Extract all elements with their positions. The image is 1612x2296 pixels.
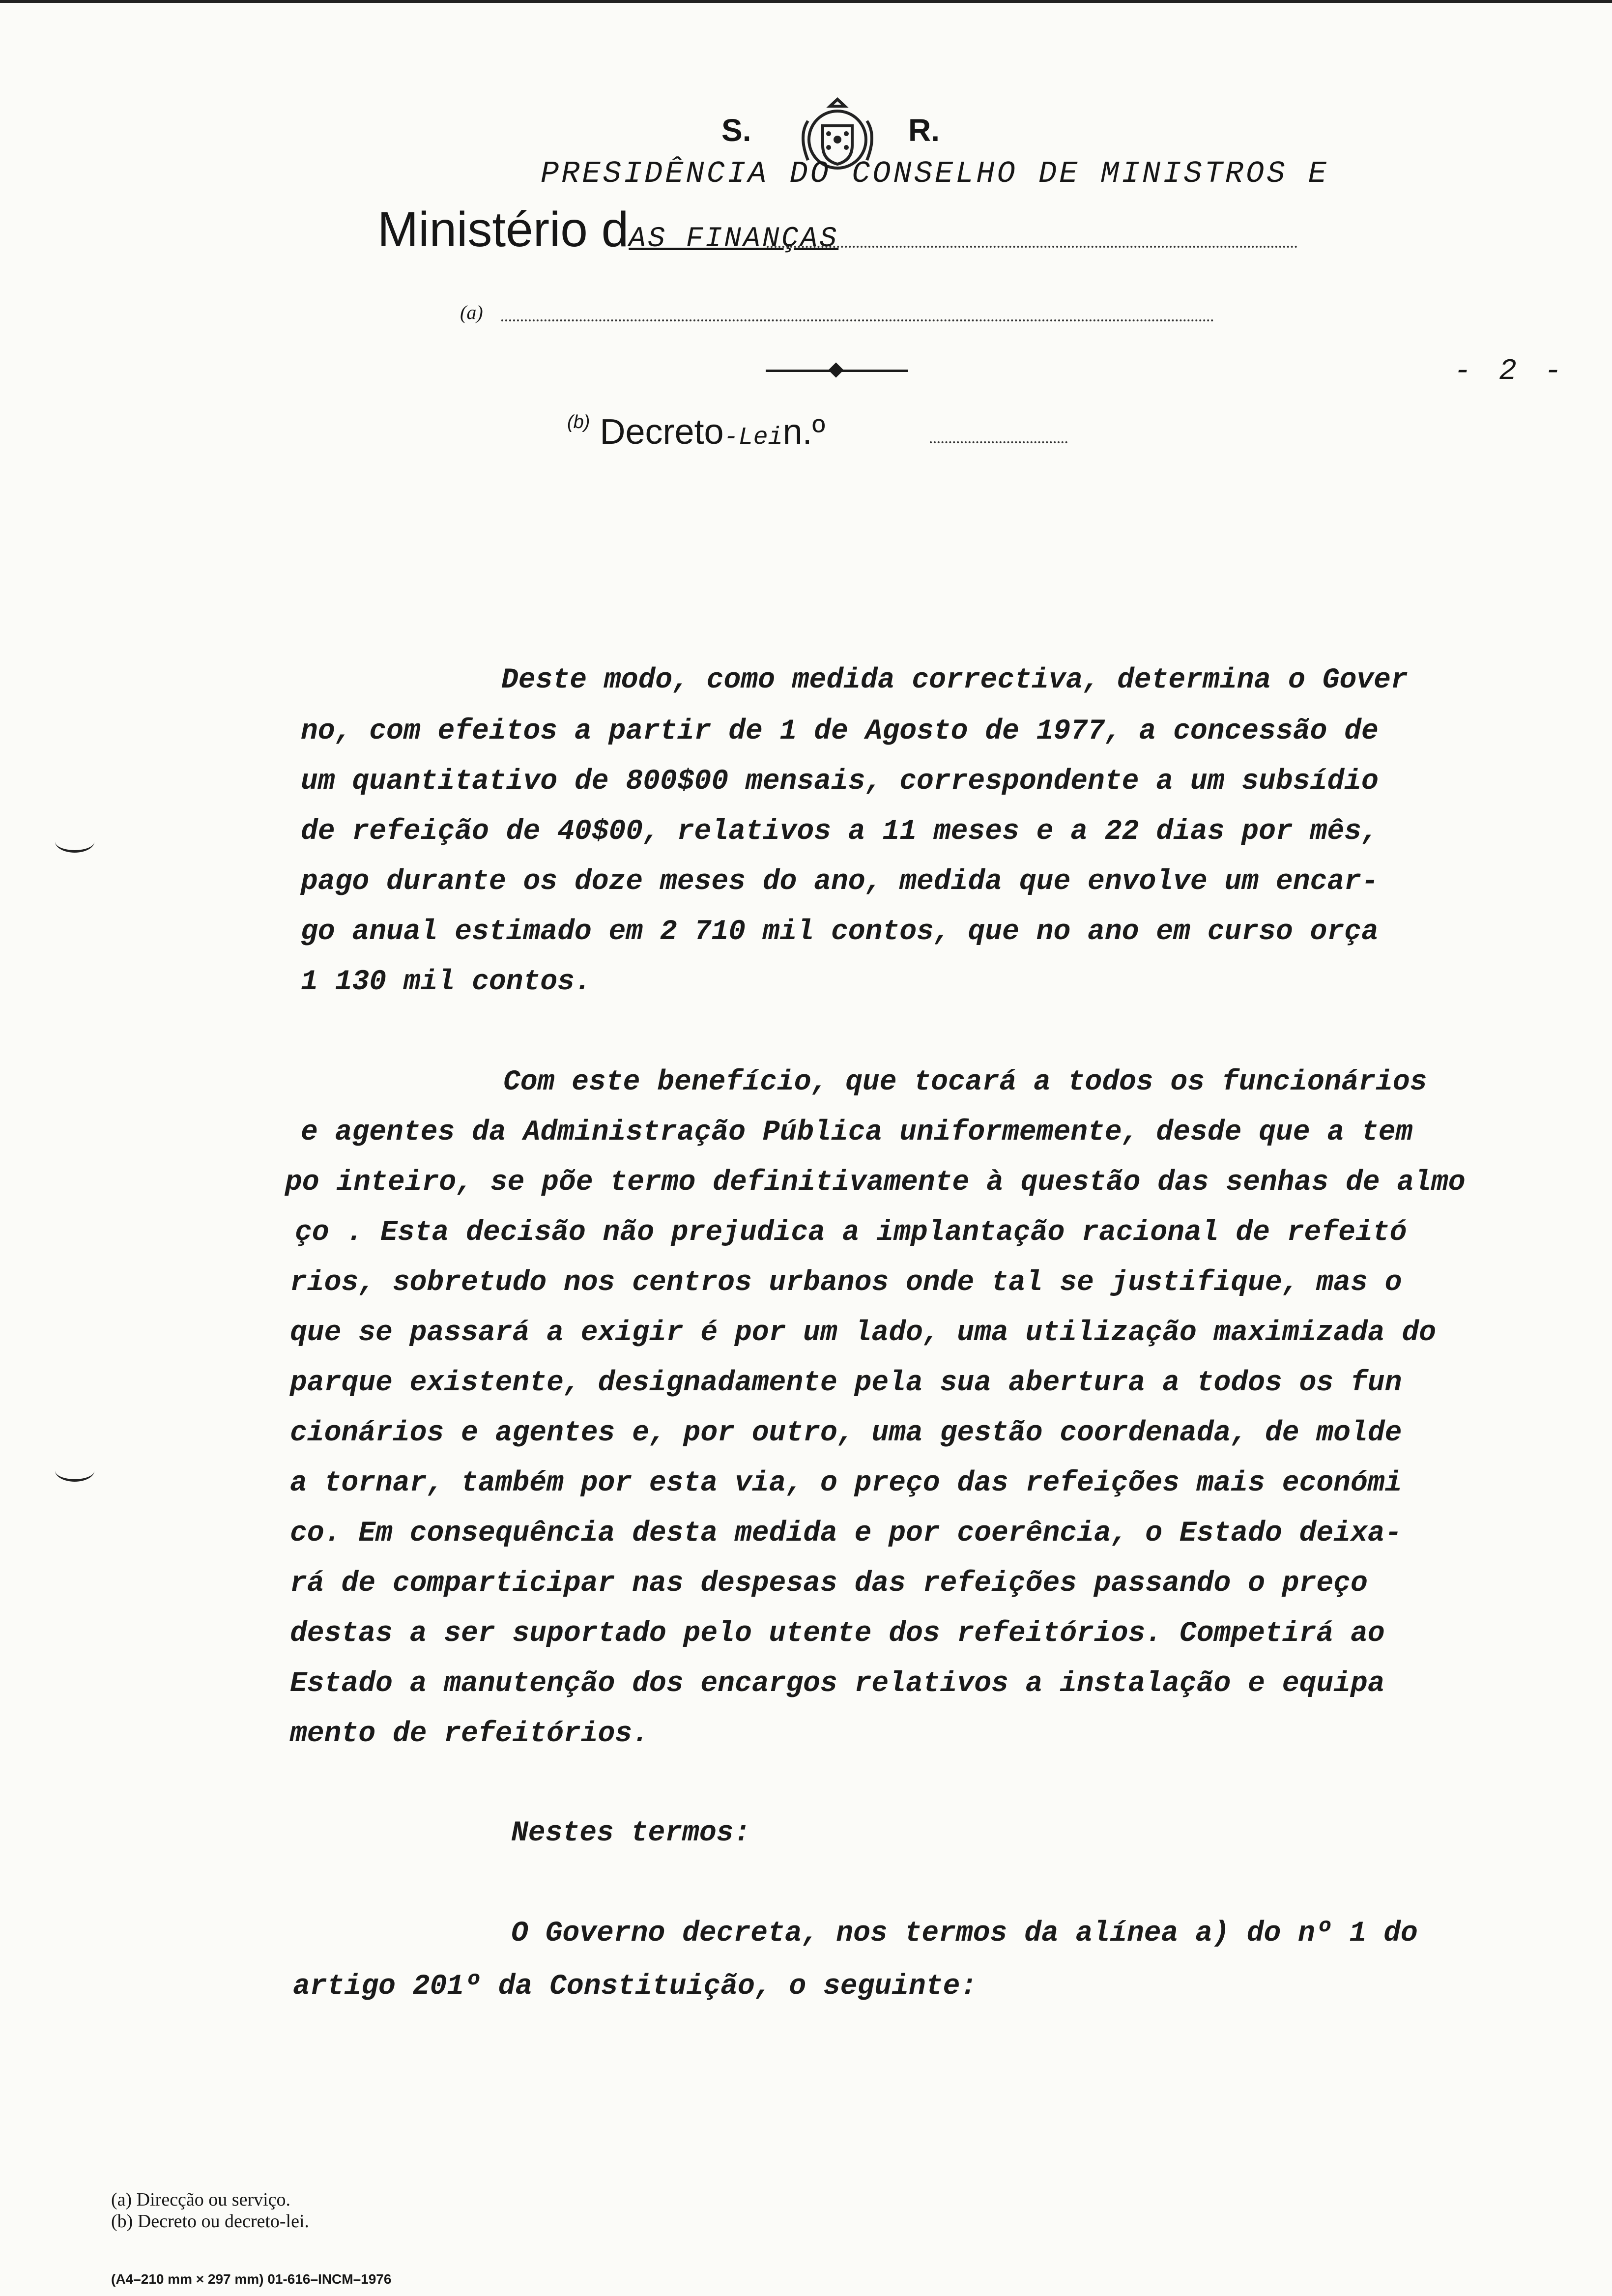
text-line: rios, sobretudo nos centros urbanos onde tal se justifique, mas o xyxy=(290,1267,1402,1299)
text-line: cionários e agentes e, por outro, uma gestão coordenada, de molde xyxy=(290,1417,1402,1449)
text-line: ço . Esta decisão não prejudica a implantação racional de refeitó xyxy=(295,1217,1407,1249)
text-line: po inteiro, se põe termo definitivamente à questão das senhas de almo xyxy=(285,1167,1466,1199)
text-line: e agentes da Administração Pública uniformemente, desde que a tem xyxy=(301,1117,1413,1148)
decreto-label: Decreto xyxy=(600,412,724,452)
text-line: de refeição de 40$00, relativos a 11 meses e a 22 dias por mês, xyxy=(301,816,1379,848)
text-line: rá de comparticipar nas despesas das refeições passando o preço xyxy=(290,1568,1368,1600)
print-imprint: (A4–210 mm × 297 mm) 01-616–INCM–1976 xyxy=(111,2271,392,2287)
footnote-b: (b) Decreto ou decreto-lei. xyxy=(111,2211,310,2232)
text-line: Estado a manutenção dos encargos relativos a instalação e equipa xyxy=(290,1668,1385,1700)
ministerio-fill-line xyxy=(767,246,1297,248)
page-number: - 2 - xyxy=(1454,355,1567,388)
header-r: R. xyxy=(908,113,940,148)
text-line: que se passará a exigir é por um lado, uma utilização maximizada do xyxy=(290,1317,1436,1349)
presidencia-heading: PRESIDÊNCIA DO CONSELHO DE MINISTROS E xyxy=(541,156,1329,191)
ministerio-typed: AS FINANÇAS xyxy=(629,223,839,255)
header-s: S. xyxy=(721,113,751,148)
text-line: pago durante os doze meses do ano, medida que envolve um encar- xyxy=(301,866,1379,898)
text-line: O Governo decreta, nos termos da alínea a) do nº 1 do xyxy=(511,1918,1418,1950)
decreto-line xyxy=(567,412,825,452)
field-a-label: (a) xyxy=(460,301,483,323)
text-line: Nestes termos: xyxy=(511,1817,751,1849)
margin-mark xyxy=(55,831,94,853)
ministerio-heading xyxy=(377,201,838,258)
decreto-number-line xyxy=(930,441,1067,443)
field-a-line xyxy=(501,319,1214,321)
divider-diamond-icon xyxy=(828,362,843,377)
text-line: mento de refeitórios. xyxy=(290,1718,649,1750)
margin-mark xyxy=(55,1460,94,1482)
ministerio-printed: Ministério d xyxy=(377,202,629,257)
footnote-a: (a) Direcção ou serviço. xyxy=(111,2189,291,2210)
text-line: artigo 201º da Constituição, o seguinte: xyxy=(293,1971,978,2003)
decreto-number-label: n.º xyxy=(782,412,825,452)
text-line: destas a ser suportado pelo utente dos refeitórios. Competirá ao xyxy=(290,1618,1385,1650)
text-line: um quantitativo de 800$00 mensais, correspondente a um subsídio xyxy=(301,766,1379,798)
text-line: a tornar, também por esta via, o preço das refeições mais económi xyxy=(290,1467,1402,1499)
text-line: parque existente, designadamente pela sua abertura a todos os fun xyxy=(290,1367,1402,1399)
text-line: go anual estimado em 2 710 mil contos, que no ano em curso orça xyxy=(301,916,1379,948)
decreto-b-marker: (b) xyxy=(567,412,590,432)
top-edge-rule xyxy=(0,0,1612,3)
decreto-lei-typed: -Lei xyxy=(723,424,783,452)
text-line: no, com efeitos a partir de 1 de Agosto de 1977, a concessão de xyxy=(301,716,1379,747)
text-line: 1 130 mil contos. xyxy=(301,966,592,998)
text-line: co. Em consequência desta medida e por coerência, o Estado deixa- xyxy=(290,1518,1402,1550)
text-line: Com este benefício, que tocará a todos os funcionários xyxy=(503,1066,1427,1098)
text-line: Deste modo, como medida correctiva, determina o Gover xyxy=(501,664,1408,696)
